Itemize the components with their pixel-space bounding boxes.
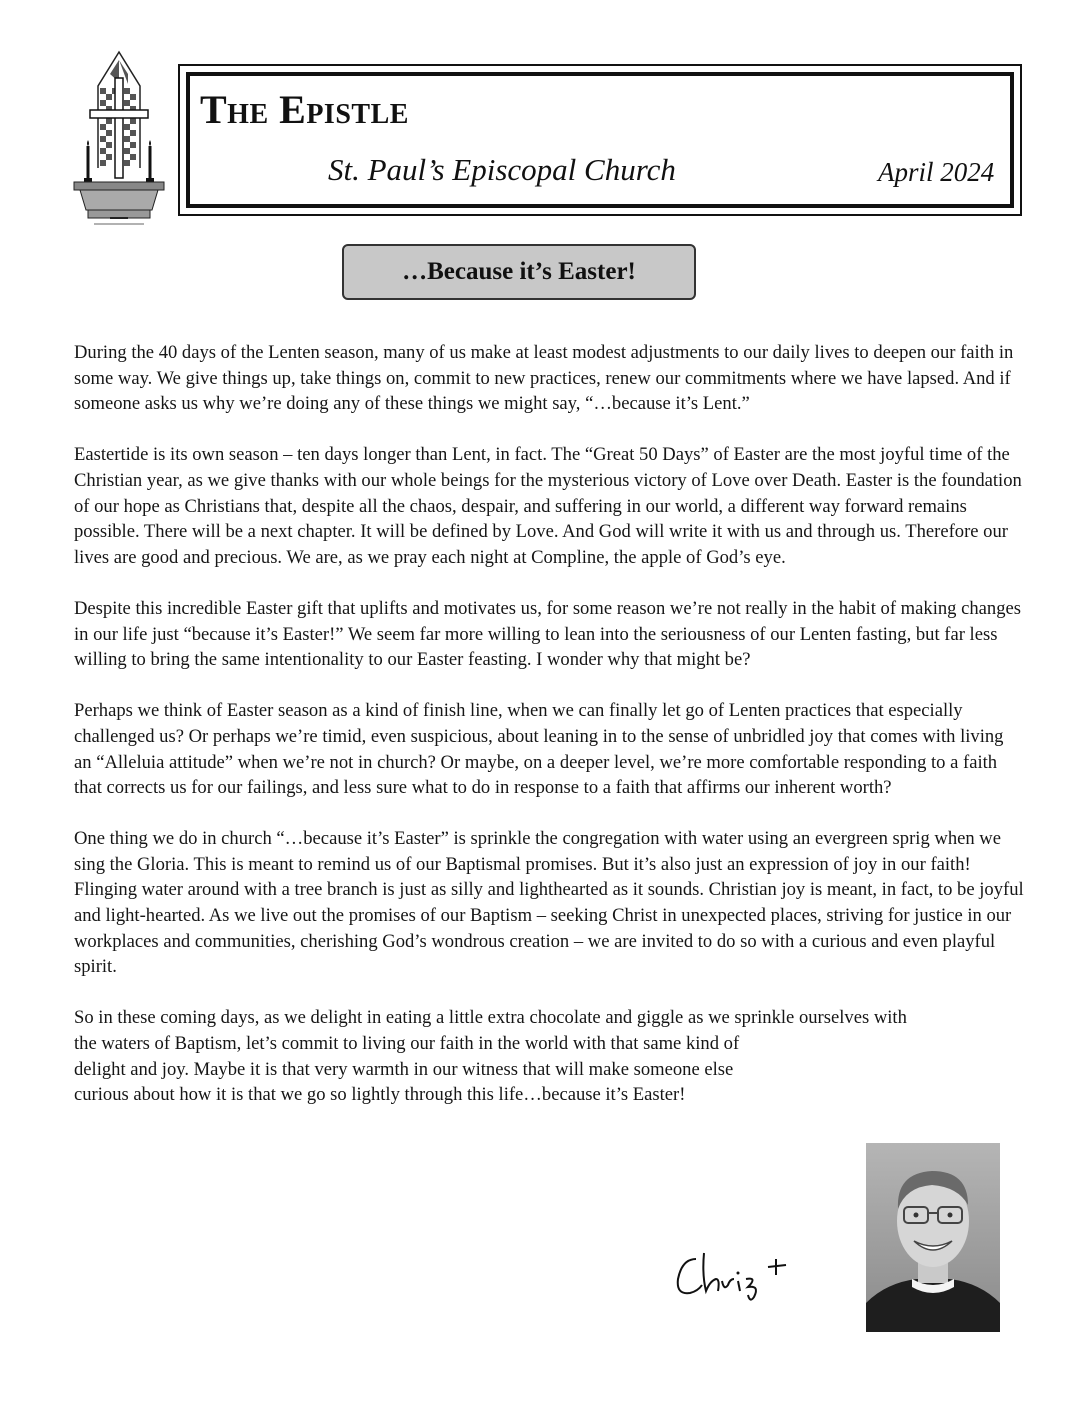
- closing-line: delight and joy. Maybe it is that very warmth in our witness that will make someone else: [74, 1058, 734, 1080]
- issue-date: April 2024: [878, 157, 995, 187]
- newsletter-title: The Epistle: [200, 87, 409, 132]
- article-paragraph: One thing we do in church “…because it’s Easter” is sprinkle the congregation with water using an evergreen sprig when we sing the Gloria. This is meant to remind us of our Baptismal promises. But it’s also just an expression of joy in our faith! Flinging water around with a tree branch is just as silly and lighthearted as it sounds. Christian joy is meant, in fact, to be joyful and light-hearted. As we live out the promises of our Baptism – seeking Christ in unexpected places, striving for justice in our workplaces and communities, cherishing God’s wondrous creation – we are invited to do so with a curious and even playful spirit.: [74, 828, 1024, 978]
- article-paragraph: Eastertide is its own season – ten days longer than Lent, in fact. The “Great 50 Days” of Easter are the most joyful time of the Christian year, as we give thanks with our whole beings for the mysterious victory of Love over Death. Easter is the foundation of our hope as Christians that, despite all the chaos, despair, and suffering in our world, a different way forward remains possible. There will be a next chapter. It will be defined by Love. And God will write it with us and through us. Therefore our lives are good and precious. We are, as we pray each night at Compline, the apple of God’s eye.: [74, 444, 1022, 568]
- article-title: …Because it’s Easter!: [402, 258, 636, 285]
- article-closing-paragraph: [74, 1005, 1024, 1107]
- church-name: St. Paul’s Episcopal Church: [328, 152, 676, 187]
- article-title-banner: [342, 244, 696, 300]
- article-paragraph: Perhaps we think of Easter season as a kind of finish line, when we can finally let go of Lenten practices that especially challenged us? Or perhaps we’re timid, even suspicious, about leaning in to the sense of unbridled joy that comes with living an “Alleluia attitude” when we’re not in church? Or maybe, on a deeper level, we’re more comfortable responding to a faith that corrects us for our failings, and less sure what to do in response to a faith that affirms our inherent worth?: [74, 700, 1004, 799]
- church-window-altar-icon: [70, 48, 168, 230]
- clergy-portrait-photo: [866, 1143, 1000, 1332]
- closing-line: curious about how it is that we go so lightly through this life…because it’s Easter!: [74, 1084, 686, 1106]
- closing-line: the waters of Baptism, let’s commit to living our faith in the world with that same kind of: [74, 1033, 740, 1055]
- article-paragraph: During the 40 days of the Lenten season, many of us make at least modest adjustments to our daily lives to deepen our faith in some way. We give things up, take things on, commit to new practices, renew our commitments where we have lapsed. And if someone asks us why we’re doing any of these things we might say, “…because it’s Lent.”: [74, 342, 1014, 415]
- article-paragraph: Despite this incredible Easter gift that uplifts and motivates us, for some reason we’re not really in the habit of making changes in our life just “because it’s Easter!” We seem far more willing to lean into the seriousness of our Lenten fasting, but far less willing to bring the same intentionality to our Easter feasting. I wonder why that might be?: [74, 597, 1021, 671]
- article-body: [74, 340, 1024, 1108]
- closing-line: So in these coming days, as we delight in eating a little extra chocolate and giggle as we sprinkle ourselves with: [74, 1007, 907, 1029]
- handwritten-signature: [668, 1245, 808, 1305]
